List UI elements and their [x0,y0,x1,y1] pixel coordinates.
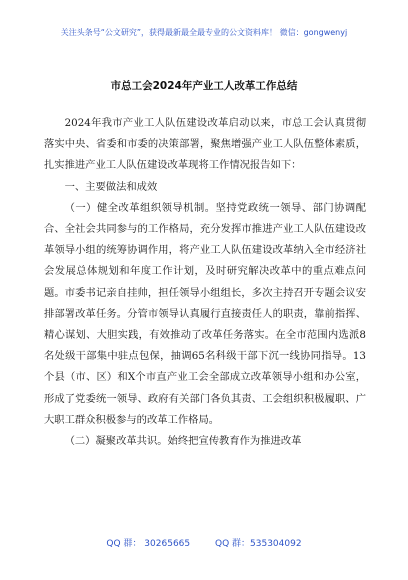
section-heading: 一、主要做法和成效 [64,180,158,193]
header-notice: 关注头条号“公文研究”，获得最新最全最专业的公文资料库！ 微信：gongwenyj [60,28,348,37]
footer-qq-group-1: QQ 群： 30265665 [106,539,191,549]
document-title: 市总工会2024年产业工人改革工作总结 [110,80,298,92]
footer-qq-group-2: QQ 群：535304092 [215,539,302,549]
document-body [44,113,366,452]
body-paragraph-continued: （二）凝聚改革共识。始终把宣传教育作为推进改革 [64,435,302,448]
body-paragraph: （一）健全改革组织领导机制。坚持党政统一领导、部门协调配合、全社会共同参与的工作格局，充分发挥市推进产业工人队伍建设改革领导小组的统筹协调作用，将产业工人队伍建设改革纳入全市经济社会发展总体规划和年度工作计划，及时研究解决改革中的重点难点问题。市委书记亲自挂帅，担任领导小组组长，多次主持召开专题会议安排部署改革任务。分管市领导认真履行直接责任人的职责，靠前指挥、精心谋划、大胆实践，有效推动了改革任务落实。在全市范围内选派8名处级干部集中驻点包保，抽调65名科级干部下沉一线协同指导。13个县（市、区）和X个市直产业工会全部成立改革领导小组和办公室，形成了党委统一领导、政府有关部门各负其责、工会组织积极履职、广大职工群众积极参与的改革工作格局。 [44,201,366,426]
footer-contact [0,536,408,549]
intro-paragraph: 2024年我市产业工人队伍建设改革启动以来，市总工会认真贯彻落实中央、省委和市委的决策部署，聚焦增强产业工人队伍整体素质，扎实推进产业工人队伍建设改革现将工作情况报告如下： [44,117,366,172]
